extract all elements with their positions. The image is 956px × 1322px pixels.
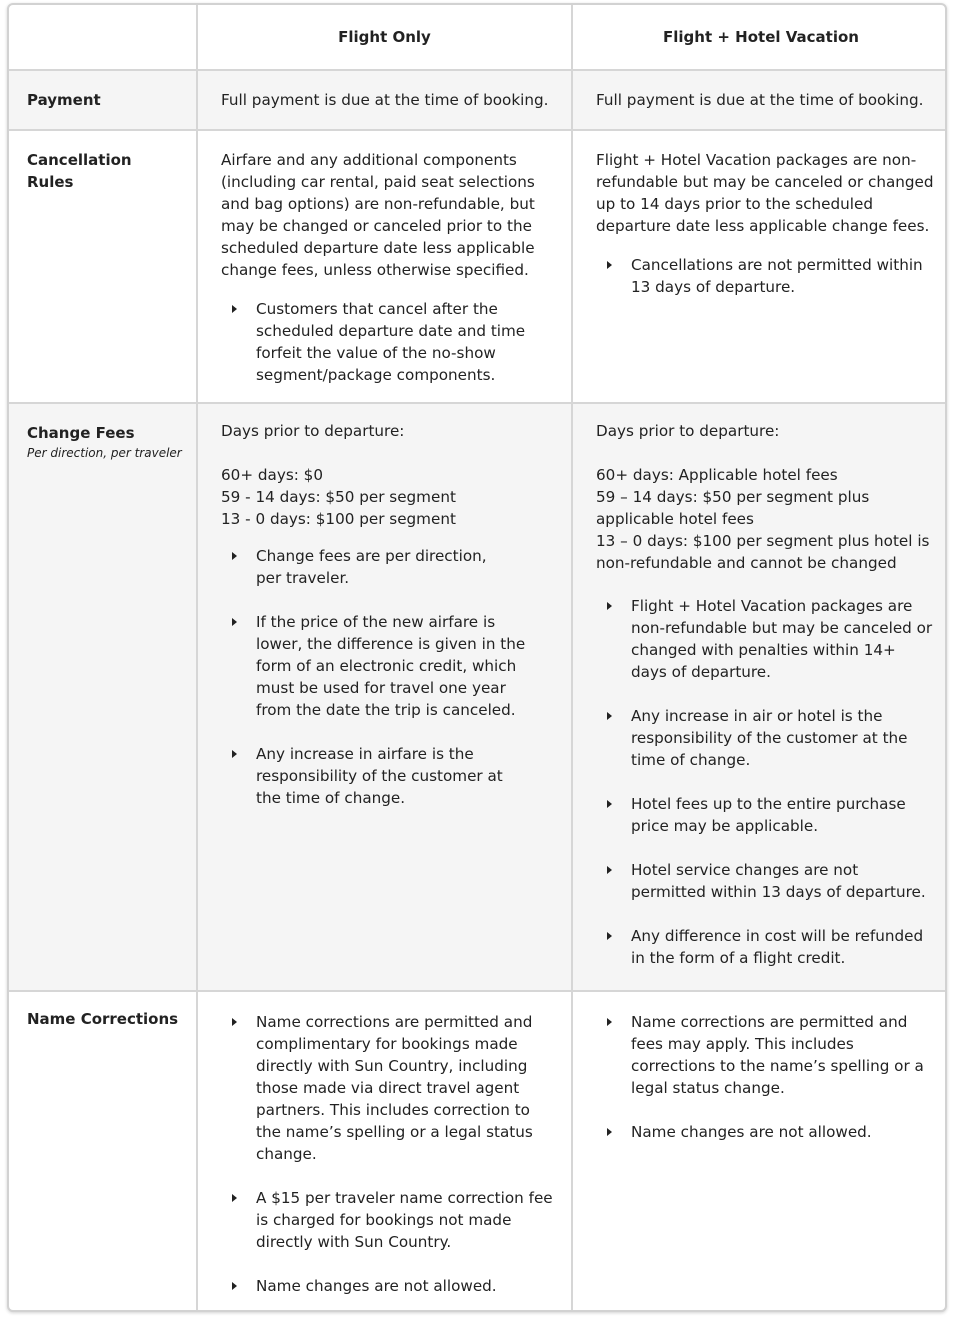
bullet-arrow-icon	[232, 1282, 237, 1290]
bullet-arrow-icon	[607, 712, 612, 720]
fee-tier: 60+ days: Applicable hotel fees	[596, 466, 838, 484]
list-item: Change fees are per direction, per traveler.	[221, 545, 533, 589]
list-item: Name corrections are permitted and complimentary for bookings made directly with Sun Country, including those made via direct travel agent partners. This includes correction to the name’s spelling or a legal status change.	[221, 1011, 553, 1165]
cancellation-label: Cancellation Rules	[27, 151, 132, 191]
list-item: Flight + Hotel Vacation packages are non-refundable but may be canceled or changed with penalties within 14+ days of departure.	[596, 595, 935, 683]
list-item: Name changes are not allowed.	[596, 1121, 935, 1143]
header-empty-cell	[9, 5, 198, 69]
fee-tier: 59 - 14 days: $50 per segment	[221, 488, 456, 506]
cancellation-flight-bullets	[221, 298, 553, 386]
list-item: Any difference in cost will be refunded in the form of a flight credit.	[596, 925, 935, 969]
payment-row	[9, 69, 947, 129]
payment-flight-text: Full payment is due at the time of booking.	[221, 91, 549, 109]
change-fees-flight-intro: Days prior to departure:	[221, 422, 405, 440]
list-item: Cancellations are not permitted within 13 days of departure.	[596, 254, 935, 298]
bullet-arrow-icon	[607, 866, 612, 874]
bullet-arrow-icon	[232, 1194, 237, 1202]
change-fees-label: Change Fees	[27, 424, 135, 442]
bullet-arrow-icon	[232, 618, 237, 626]
fare-rules-table	[7, 3, 947, 1312]
bullet-arrow-icon	[232, 305, 237, 313]
fee-tier: 13 - 0 days: $100 per segment	[221, 510, 456, 528]
list-item: A $15 per traveler name correction fee is charged for bookings not made directly with Sun Country.	[221, 1187, 553, 1253]
bullet-arrow-icon	[232, 750, 237, 758]
list-item: Hotel service changes are not permitted within 13 days of departure.	[596, 859, 935, 903]
name-corrections-vacation-bullets	[596, 1011, 935, 1143]
change-fees-vacation-intro: Days prior to departure:	[596, 422, 780, 440]
cancellation-vacation-text: Flight + Hotel Vacation packages are non-refundable but may be canceled or changed up to 14 days prior to the scheduled departure date less applicable change fees.	[596, 151, 934, 235]
list-item: Any increase in airfare is the responsibility of the customer at the time of change.	[221, 743, 533, 809]
list-item: Name changes are not allowed.	[221, 1275, 553, 1297]
bullet-arrow-icon	[607, 932, 612, 940]
bullet-arrow-icon	[607, 602, 612, 610]
cancellation-row	[9, 129, 947, 402]
bullet-arrow-icon	[607, 1128, 612, 1136]
fee-tier: 60+ days: $0	[221, 466, 323, 484]
change-fees-vacation-bullets	[596, 595, 935, 969]
name-corrections-row	[9, 990, 947, 1312]
name-corrections-label: Name Corrections	[27, 1010, 179, 1028]
list-item: Name corrections are permitted and fees may apply. This includes corrections to the name’s spelling or a legal status change.	[596, 1011, 935, 1099]
header-flight-only: Flight Only	[198, 5, 573, 69]
cancellation-flight-text: Airfare and any additional components (including car rental, paid seat selections and bag options) are non-refundable, but may be changed or canceled prior to the scheduled departure date less applicable change fees, unless otherwise specified.	[221, 151, 535, 279]
bullet-arrow-icon	[607, 1018, 612, 1026]
change-fees-row	[9, 402, 947, 990]
name-corrections-flight-bullets	[221, 1011, 553, 1297]
header-flight-hotel: Flight + Hotel Vacation	[663, 28, 859, 46]
cancellation-vacation-bullets	[596, 254, 935, 298]
bullet-arrow-icon	[232, 552, 237, 560]
fee-tier: 13 – 0 days: $100 per segment plus hotel is non-refundable and cannot be changed	[596, 532, 930, 572]
list-item: Hotel fees up to the entire purchase price may be applicable.	[596, 793, 935, 837]
list-item: Customers that cancel after the scheduled departure date and time forfeit the value of the no-show segment/package components.	[221, 298, 553, 386]
bullet-arrow-icon	[232, 1018, 237, 1026]
change-fees-flight-bullets	[221, 545, 553, 809]
payment-label: Payment	[27, 91, 101, 109]
change-fees-sublabel: Per direction, per traveler	[27, 446, 182, 460]
fee-tier: 59 – 14 days: $50 per segment plus applicable hotel fees	[596, 488, 870, 528]
bullet-arrow-icon	[607, 800, 612, 808]
list-item: Any increase in air or hotel is the responsibility of the customer at the time of change.	[596, 705, 935, 771]
payment-vacation-text: Full payment is due at the time of booking.	[596, 91, 924, 109]
list-item: If the price of the new airfare is lower, the difference is given in the form of an electronic credit, which must be used for travel one year from the date the trip is canceled.	[221, 611, 533, 721]
bullet-arrow-icon	[607, 261, 612, 269]
header-row	[9, 5, 947, 69]
